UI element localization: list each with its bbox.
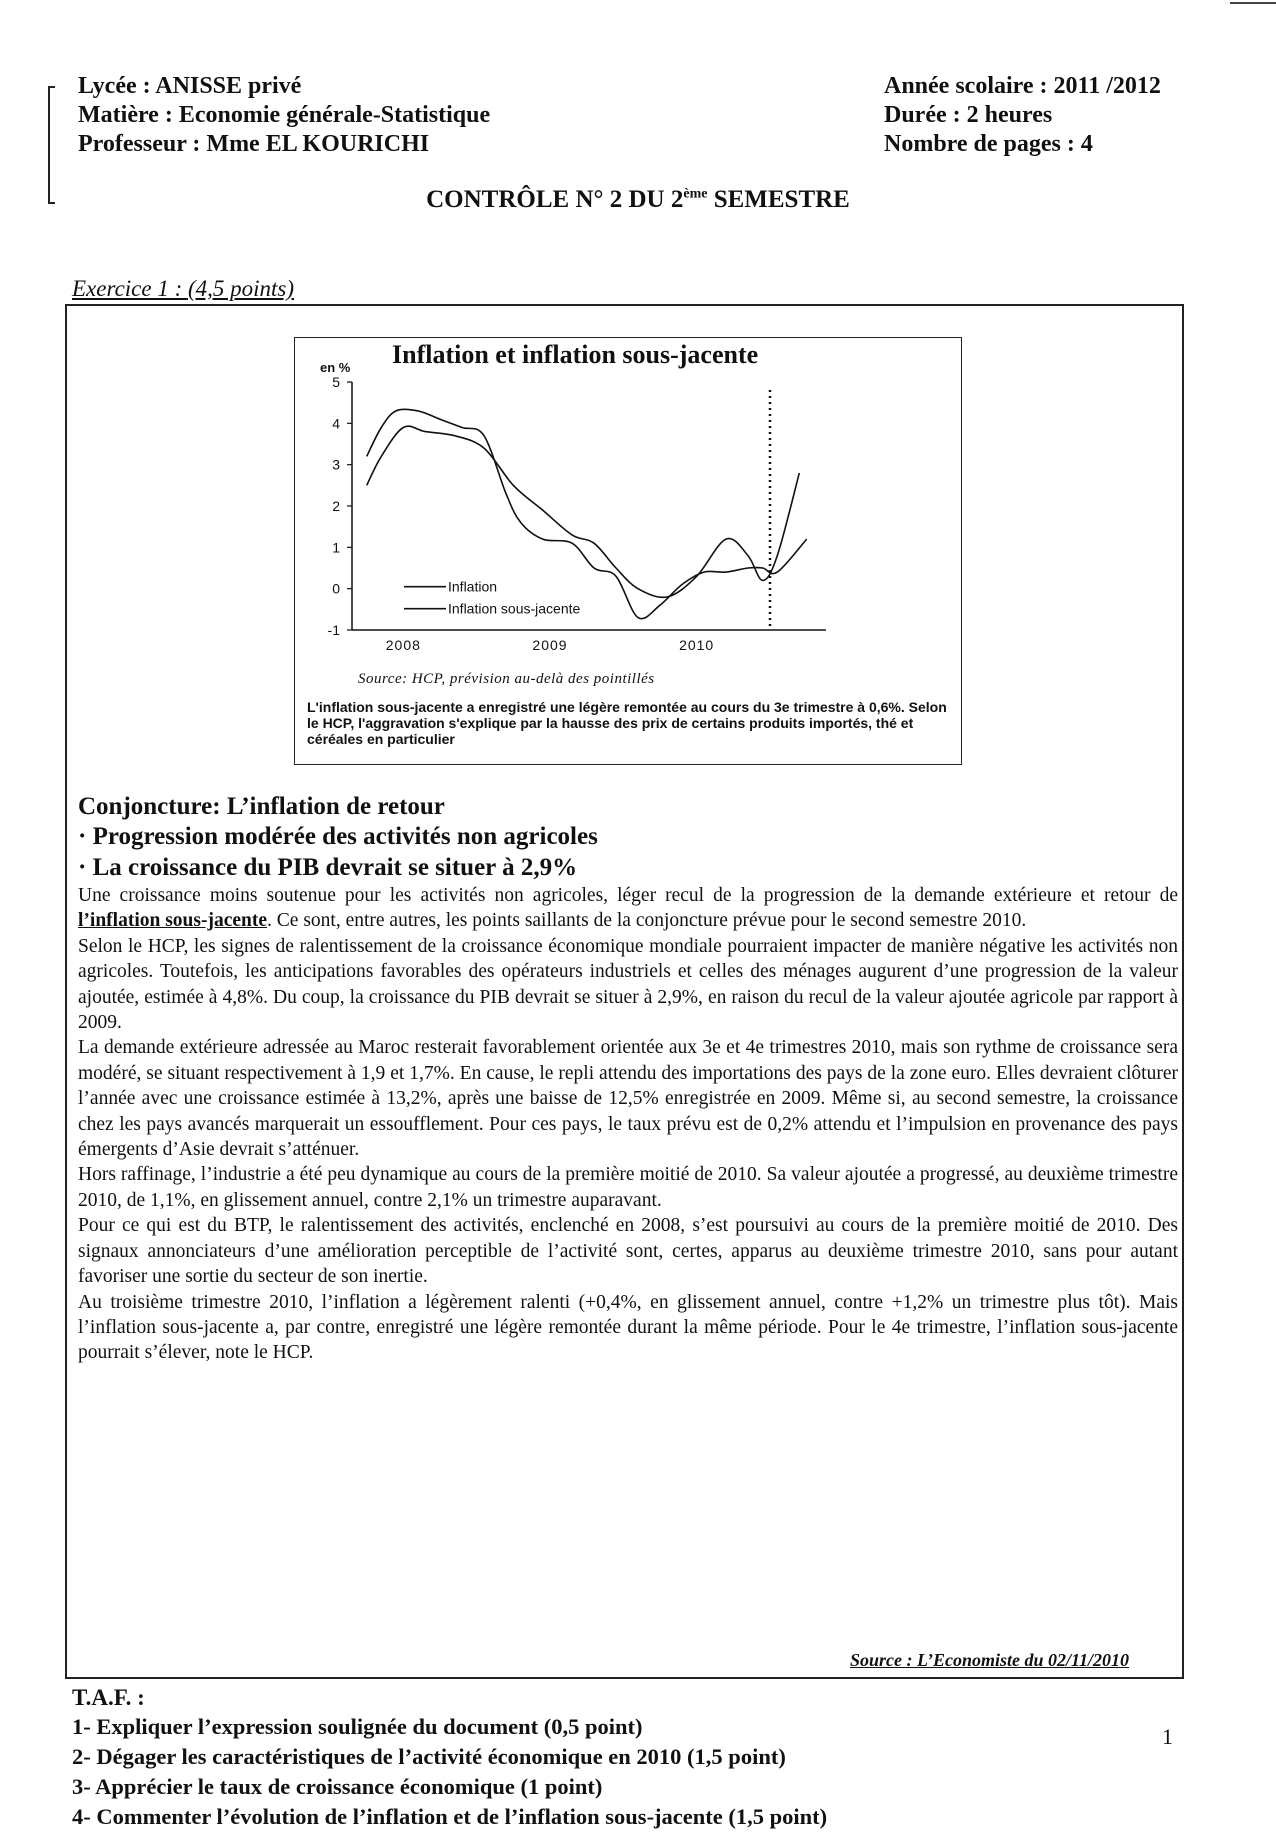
legend-label: Inflation sous-jacente <box>448 600 581 617</box>
y-tick-label: 3 <box>332 456 340 473</box>
y-tick-label: 0 <box>332 580 340 597</box>
x-tick-label: 2008 <box>385 637 421 653</box>
core-inflation-line <box>367 426 800 597</box>
page-count: Nombre de pages : 4 <box>884 131 1093 157</box>
page-number: 1 <box>1162 1724 1173 1749</box>
article-paragraph-2: Selon le HCP, les signes de ralentissement de la croissance économique mondiale pourraient impacter de manière négative les activités non agricoles. Toutefois, les anticipations favorables des opérateurs industriels et celles des ménages augurent d’une progression de la valeur ajoutée, estimée à 4,8%. Du coup, la croissance du PIB devrait se situer à 2,9%, en raison du recul de la valeur ajoutée agricole par rapport à 2009. <box>78 935 1178 1034</box>
question-2: 2- Dégager les caractéristiques de l’activité économique en 2010 (1,5 point) <box>72 1744 786 1769</box>
article-bullet-2: · La croissance du PIB devrait se situer à 2,9% <box>78 854 578 881</box>
article-paragraph-3: La demande extérieure adressée au Maroc resterait favorablement orientée aux 3e et 4e trimestres 2010, mais son rythme de croissance sera modéré, se situant respectivement à 1,9 et 1,7%. En cause, le repli attendu des importations des pays de la zone euro. Elles devraient clôturer l’année avec une croissance estimée à 13,2%, après une baisse de 12,5% enregistrée en 2009. Même si, au second semestre, la croissance chez les pays avancés marquerait un essoufflement. Pour ces pays, le taux prévu est de 0,2% attendu et l’impulsion en provenance des pays émergents d’Asie devrait s’atténuer. <box>78 1037 1178 1161</box>
underlined-expression: l’inflation sous-jacente <box>78 910 268 932</box>
margin-bracket-top <box>48 86 55 88</box>
y-tick-label: 1 <box>332 539 340 556</box>
control-title <box>0 186 1276 214</box>
article-source: Source : L’Economiste du 02/11/2010 <box>850 1650 1130 1670</box>
y-tick-label: 4 <box>332 415 340 432</box>
x-tick-label: 2009 <box>532 637 568 653</box>
x-tick-label: 2010 <box>679 637 715 653</box>
subject-name: Matière : Economie générale-Statistique <box>78 102 491 128</box>
article-paragraph-5: Pour ce qui est du BTP, le ralentissement des activités, enclenché en 2008, s’est poursuivi au cours de la première moitié de 2010. Des signaux annonciateurs d’une amélioration perceptible de l’activité sont, certes, apparus au deuxième trimestre 2010, sans pour autant favoriser une sortie du secteur de son inertie. <box>78 1215 1178 1288</box>
inflation-chart <box>294 337 962 667</box>
article-paragraph-1 <box>78 883 1178 934</box>
question-4: 4- Commenter l’évolution de l’inflation et de l’inflation sous-jacente (1,5 point) <box>72 1804 828 1829</box>
legend-label: Inflation <box>448 578 498 595</box>
school-name: Lycée : ANISSE privé <box>78 73 302 99</box>
article-bullet-1: · Progression modérée des activités non agricoles <box>78 823 598 850</box>
control-title-sup: ème <box>683 186 708 202</box>
control-title-prefix: CONTRÔLE N° 2 DU 2 <box>426 186 684 213</box>
exercise-title: Exercice 1 : (4,5 points) <box>72 276 295 301</box>
y-tick-label: 5 <box>332 374 340 390</box>
question-1: 1- Expliquer l’expression soulignée du document (0,5 point) <box>72 1714 643 1739</box>
y-tick-label: -1 <box>327 622 340 638</box>
article-title: Conjoncture: L’inflation de retour <box>78 793 445 820</box>
article-paragraph-4: Hors raffinage, l’industrie a été peu dynamique au cours de la première moitié de 2010. Sa valeur ajoutée a progressé, au deuxième trimestre 2010, de 1,1%, en glissement annuel, contre 2,1% un trimestre auparavant. <box>78 1164 1178 1211</box>
teacher-name: Professeur : Mme EL KOURICHI <box>78 131 430 157</box>
chart-title: Inflation et inflation sous-jacente <box>392 340 759 369</box>
header-left <box>78 72 490 159</box>
school-year: Année scolaire : 2011 /2012 <box>884 73 1161 99</box>
chart-note: L'inflation sous-jacente a enregistré une légère remontée au cours du 3e trimestre à 0,6%. Selon le HCP, l'aggravation s'explique par la hausse des prix de certains produits importés, thé et céréales en particulier <box>307 699 947 747</box>
article-paragraph-6: Au troisième trimestre 2010, l’inflation a légèrement ralenti (+0,4%, en glissement annuel, contre +1,2% un trimestre plus tôt). Mais l’inflation sous-jacente a, par contre, enregistré une légère remontée durant la même période. Pour le 4e trimestre, l’inflation sous-jacente pourrait s’élever, note le HCP. <box>78 1291 1178 1364</box>
y-axis-label: en % <box>320 360 351 375</box>
chart-source: Source: HCP, prévision au-delà des pointillés <box>358 671 655 687</box>
question-list <box>72 1712 827 1832</box>
y-tick-label: 2 <box>332 498 340 514</box>
p1-before: Une croissance moins soutenue pour les activités non agricoles, léger recul de la progression de la demande extérieure et retour de <box>78 885 1178 906</box>
p1-after: . Ce sont, entre autres, les points saillants de la conjoncture prévue pour le second semestre 2010. <box>267 910 1027 932</box>
header-right <box>884 72 1161 159</box>
taf-label: T.A.F. : <box>72 1685 145 1710</box>
top-edge-rule <box>1230 2 1276 4</box>
exam-duration: Durée : 2 heures <box>884 102 1053 128</box>
article-body <box>78 883 1178 1366</box>
control-title-suffix: SEMESTRE <box>707 186 850 213</box>
question-3: 3- Apprécier le taux de croissance économique (1 point) <box>72 1774 603 1799</box>
